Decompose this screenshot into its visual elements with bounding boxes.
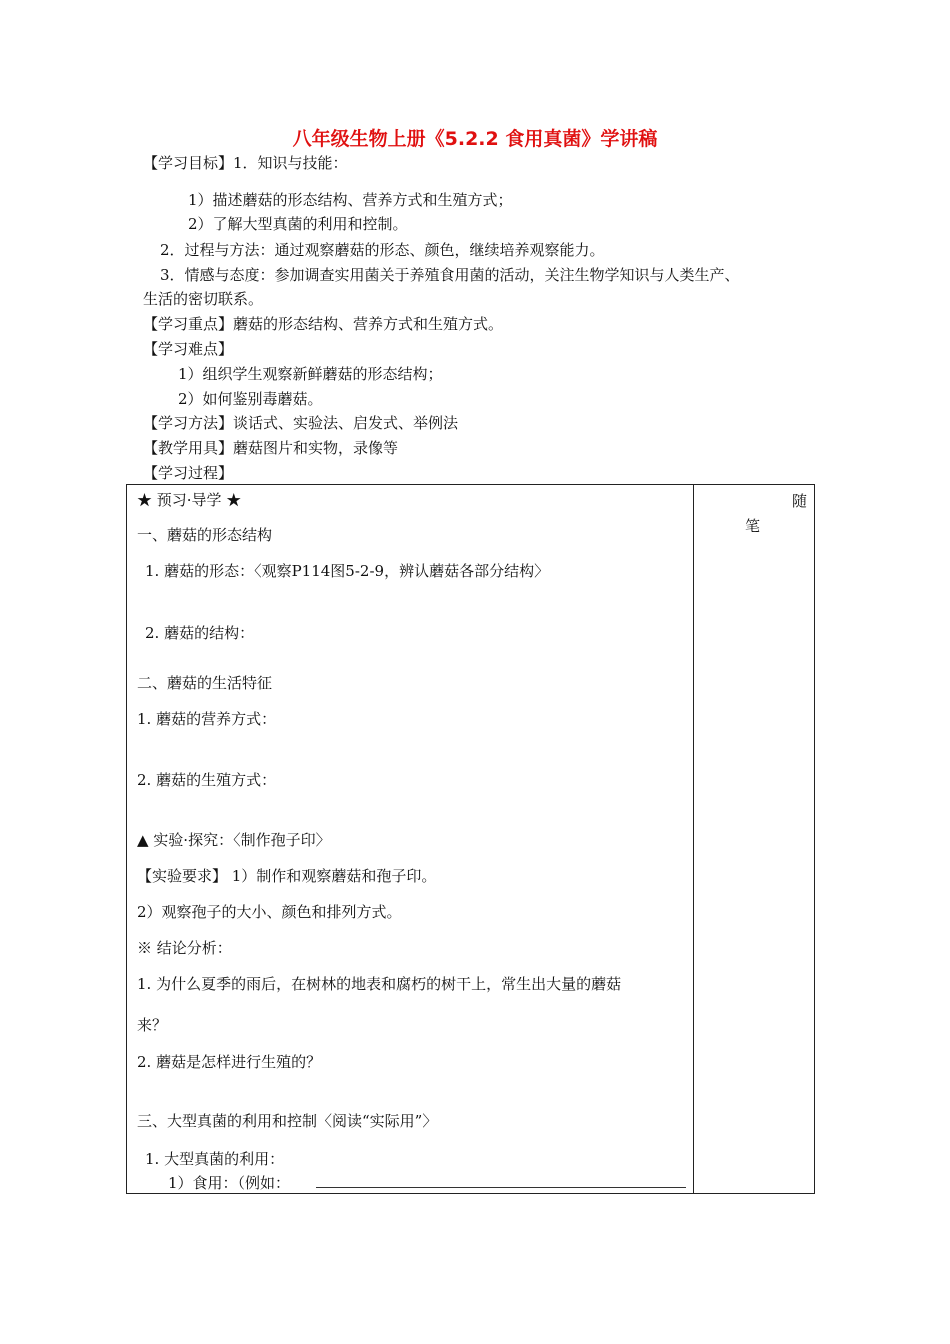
- goal-process: 2．过程与方法：通过观察蘑菇的形态、颜色，继续培养观察能力。: [160, 241, 605, 259]
- conclusion-question-1a: 1. 为什么夏季的雨后，在树林的地表和腐朽的树干上，常生出大量的蘑菇: [137, 975, 622, 993]
- section-2-question-1: 1. 蘑菇的营养方式：: [137, 710, 277, 728]
- experiment-heading: ▲ 实验·探究：〈制作孢子印〉: [137, 831, 331, 849]
- learning-method: 【学习方法】谈话式、实验法、启发式、举例法: [143, 414, 459, 432]
- goal-item-1: 1）描述蘑菇的形态结构、营养方式和生殖方式；: [188, 191, 513, 209]
- answer-blank-line: [316, 1187, 686, 1188]
- conclusion-question-1b: 来？: [137, 1016, 168, 1034]
- experiment-requirement-1: 【实验要求】 1）制作和观察蘑菇和孢子印。: [137, 867, 437, 885]
- difficulty-heading: 【学习难点】: [143, 340, 234, 358]
- experiment-requirement-2: 2）观察孢子的大小、颜色和排列方式。: [137, 903, 402, 921]
- goal-item-2: 2）了解大型真菌的利用和控制。: [188, 215, 408, 233]
- learning-process: 【学习过程】: [143, 464, 234, 482]
- difficulty-item-2: 2）如何鉴别毒蘑菇。: [178, 390, 323, 408]
- conclusion-heading: ※ 结论分析：: [137, 939, 232, 957]
- section-3-question-1: 1. 大型真菌的利用：: [145, 1150, 285, 1168]
- section-3-food: 1）食用：（例如：: [168, 1174, 291, 1192]
- section-2-question-2: 2. 蘑菇的生殖方式：: [137, 771, 277, 789]
- goal-emotion-line1: 3．情感与态度：参加调查实用菌关于养殖食用菌的活动，关注生物学知识与人类生产、: [160, 266, 740, 284]
- section-3-heading: 三、大型真菌的利用和控制〈阅读“实际用”〉: [137, 1112, 438, 1130]
- document-title: 八年级生物上册《5.2.2 食用真菌》学讲稿: [292, 128, 658, 150]
- section-1-question-2: 2. 蘑菇的结构：: [145, 624, 255, 642]
- key-point: 【学习重点】蘑菇的形态结构、营养方式和生殖方式。: [143, 315, 504, 333]
- section-1-question-1: 1. 蘑菇的形态：〈观察P114图5-2-9，辨认蘑菇各部分结构〉: [145, 562, 550, 580]
- goal-heading: 【学习目标】1．知识与技能：: [143, 154, 348, 172]
- preview-heading: ★ 预习·导学 ★: [137, 491, 242, 509]
- table-column-divider: [693, 484, 694, 1194]
- teaching-tools: 【教学用具】蘑菇图片和实物，录像等: [143, 439, 399, 457]
- difficulty-item-1: 1）组织学生观察新鲜蘑菇的形态结构；: [178, 365, 443, 383]
- notes-label-bottom: 笔: [745, 517, 761, 535]
- goal-emotion-line2: 生活的密切联系。: [143, 290, 264, 308]
- conclusion-question-2: 2. 蘑菇是怎样进行生殖的？: [137, 1053, 322, 1071]
- notes-label-top: 随: [792, 492, 808, 510]
- section-2-heading: 二、蘑菇的生活特征: [137, 674, 273, 692]
- section-1-heading: 一、蘑菇的形态结构: [137, 526, 273, 544]
